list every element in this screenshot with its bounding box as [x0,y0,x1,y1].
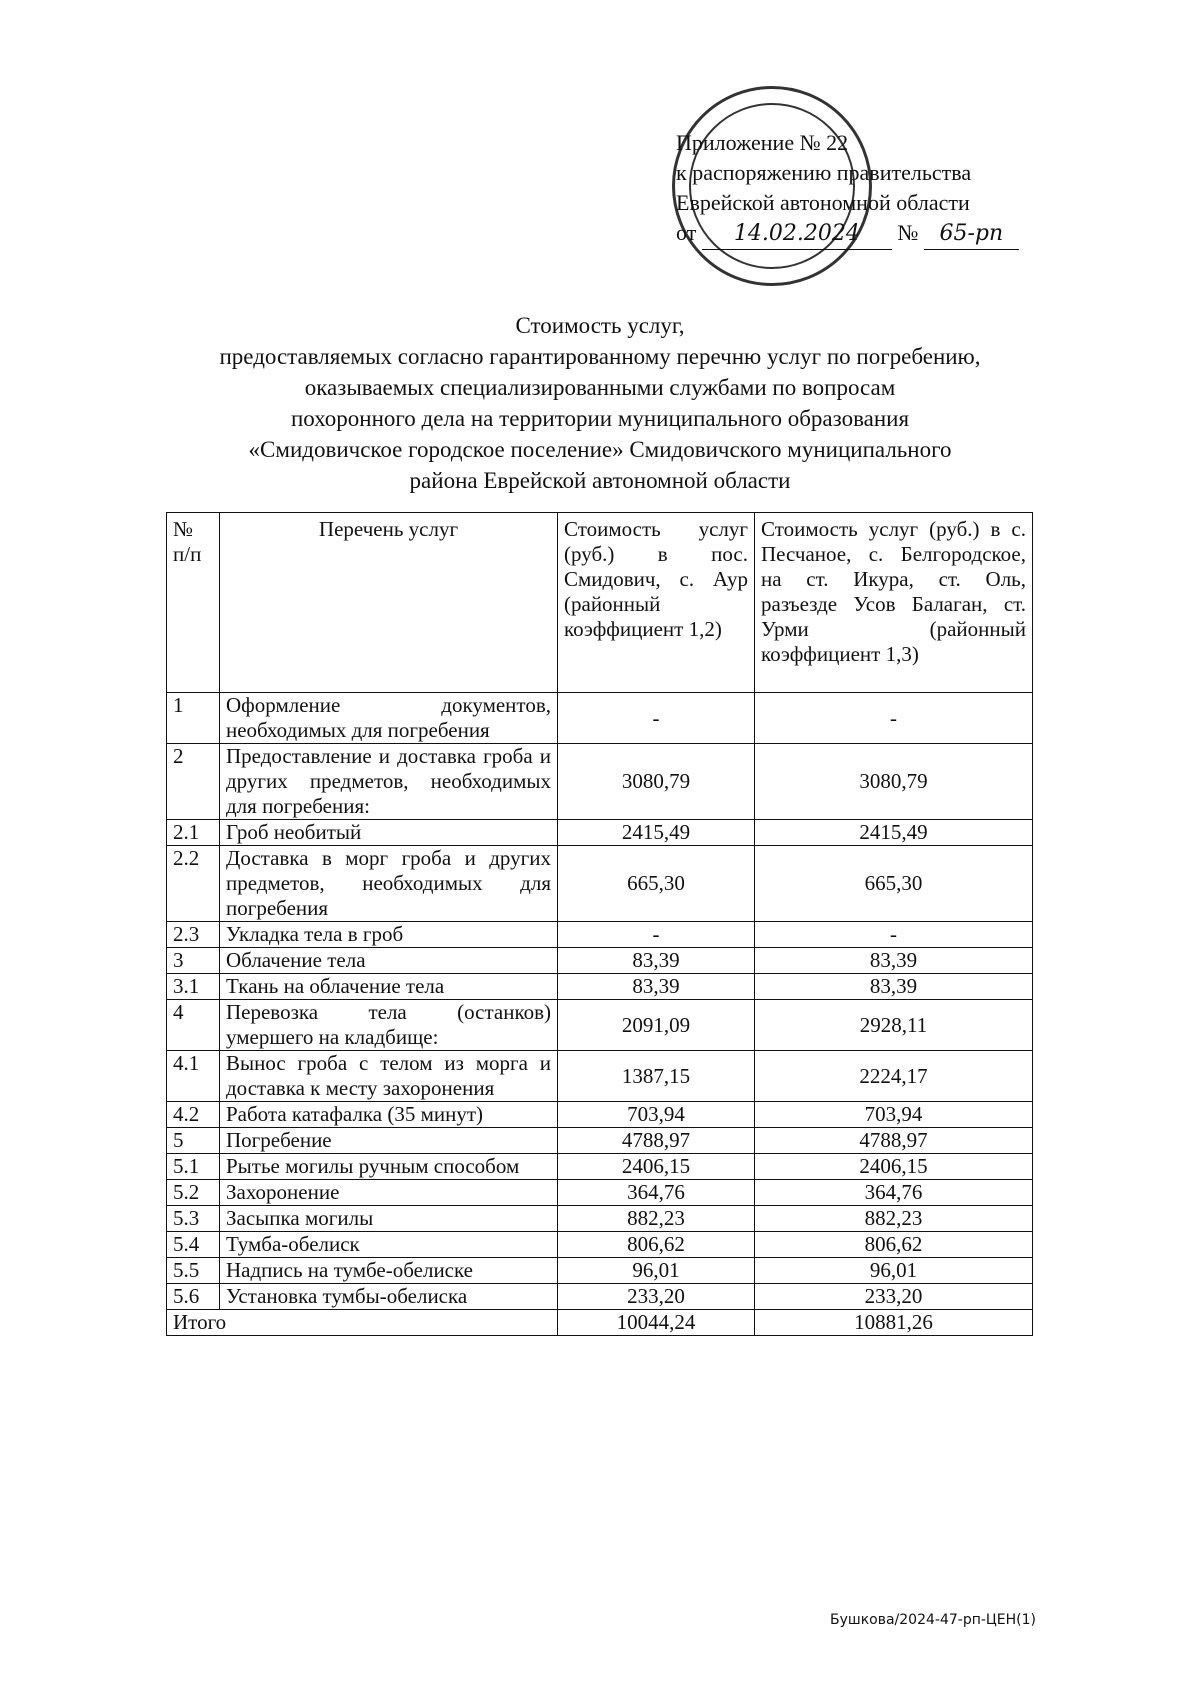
row-num: 4 [167,1000,220,1051]
row-num: 5.6 [167,1284,220,1310]
table-row [167,693,1033,744]
row-num: 4.2 [167,1102,220,1128]
row-cost-b: 2224,17 [755,1051,1033,1102]
row-cost-a: 3080,79 [558,744,755,820]
total-b: 10881,26 [755,1310,1033,1336]
row-cost-b: - [755,922,1033,948]
table-row [167,1284,1033,1310]
row-cost-a: 2415,49 [558,820,755,846]
row-cost-a: 83,39 [558,948,755,974]
row-cost-b: 3080,79 [755,744,1033,820]
document-footer: Бушкова/2024-47-рп-ЦЕН(1) [830,1612,1036,1628]
header-line-3: Еврейской автономной области [676,190,970,215]
table-row [167,948,1033,974]
row-service: Надпись на тумбе-обелиске [220,1258,558,1284]
row-num: 3 [167,948,220,974]
header-col-a: Стоимость услуг (руб.) в пос. Смидович, с. Аур (районный коэффициент 1,2) [558,513,755,693]
row-num: 5.4 [167,1232,220,1258]
row-cost-b: 2928,11 [755,1000,1033,1051]
row-num: 3.1 [167,974,220,1000]
header-col-b: Стоимость услуг (руб.) в с. Песчаное, с. Белгородское, на ст. Икура, ст. Оль, разъезде Усов Балаган, ст. Урми (районный коэффициент 1,3) [755,513,1033,693]
row-cost-a: 4788,97 [558,1128,755,1154]
row-cost-b: 83,39 [755,974,1033,1000]
row-cost-b: 364,76 [755,1180,1033,1206]
row-cost-a: 703,94 [558,1102,755,1128]
row-service: Установка тумбы-обелиска [220,1284,558,1310]
row-num: 5 [167,1128,220,1154]
document-header [676,128,1019,250]
row-service: Перевозка тела (останков) умершего на кладбище: [220,1000,558,1051]
row-cost-b: 2406,15 [755,1154,1033,1180]
row-cost-b: 2415,49 [755,820,1033,846]
row-num: 2.3 [167,922,220,948]
table-row [167,1232,1033,1258]
document-title: Стоимость услуг, предоставляемых согласно гарантированному перечню услуг по погребению, оказываемых специализированными службами по вопросам похоронного дела на территории муниципального образования «Смидовичское городское поселение» Смидовичского муниципального района Еврейской автономной области [219,313,981,493]
header-line-2: к распоряжению правительства [676,160,972,185]
row-service: Предоставление и доставка гроба и других предметов, необходимых для погребения: [220,744,558,820]
row-cost-a: 96,01 [558,1258,755,1284]
row-cost-a: 882,23 [558,1206,755,1232]
row-cost-a: 364,76 [558,1180,755,1206]
row-num: 4.1 [167,1051,220,1102]
row-num: 5.2 [167,1180,220,1206]
appendix-label: Приложение № 22 [676,130,849,155]
table-header-row [167,513,1033,693]
row-service: Погребение [220,1128,558,1154]
price-table [166,512,1033,1336]
row-num: 2 [167,744,220,820]
row-num: 2.2 [167,846,220,922]
row-cost-b: 806,62 [755,1232,1033,1258]
row-service: Засыпка могилы [220,1206,558,1232]
total-a: 10044,24 [558,1310,755,1336]
table-row [167,974,1033,1000]
handwritten-date: 14.02.2024 [702,219,892,250]
row-cost-a: - [558,922,755,948]
row-service: Захоронение [220,1180,558,1206]
row-service: Доставка в морг гроба и других предметов, необходимых для погребения [220,846,558,922]
row-cost-b: 83,39 [755,948,1033,974]
row-cost-b: 882,23 [755,1206,1033,1232]
row-cost-b: 665,30 [755,846,1033,922]
row-service: Укладка тела в гроб [220,922,558,948]
row-num: 5.1 [167,1154,220,1180]
table-row [167,1154,1033,1180]
row-cost-b: 4788,97 [755,1128,1033,1154]
row-cost-a: 806,62 [558,1232,755,1258]
row-cost-a: 665,30 [558,846,755,922]
row-service: Вынос гроба с телом из морга и доставка к месту захоронения [220,1051,558,1102]
table-row [167,1128,1033,1154]
table-row [167,922,1033,948]
row-cost-a: - [558,693,755,744]
row-cost-a: 233,20 [558,1284,755,1310]
row-num: 2.1 [167,820,220,846]
row-cost-a: 1387,15 [558,1051,755,1102]
row-cost-b: - [755,693,1033,744]
header-num: № п/п [167,513,220,693]
table-row [167,846,1033,922]
table-row [167,1258,1033,1284]
table-row [167,1102,1033,1128]
row-num: 5.5 [167,1258,220,1284]
table-row [167,1206,1033,1232]
row-service: Облачение тела [220,948,558,974]
total-row [167,1310,1033,1336]
row-service: Ткань на облачение тела [220,974,558,1000]
table-row [167,820,1033,846]
row-service: Рытье могилы ручным способом [220,1154,558,1180]
table-row [167,1000,1033,1051]
total-label: Итого [167,1310,558,1336]
row-service: Работа катафалка (35 минут) [220,1102,558,1128]
row-service: Оформление документов, необходимых для погребения [220,693,558,744]
row-num: 1 [167,693,220,744]
row-cost-b: 703,94 [755,1102,1033,1128]
table-row [167,1180,1033,1206]
row-cost-a: 2091,09 [558,1000,755,1051]
row-num: 5.3 [167,1206,220,1232]
row-cost-a: 2406,15 [558,1154,755,1180]
header-service: Перечень услуг [220,513,558,693]
row-cost-b: 233,20 [755,1284,1033,1310]
table-row [167,744,1033,820]
row-cost-b: 96,01 [755,1258,1033,1284]
date-line: от 14.02.2024 № 65-рп [676,218,1019,250]
handwritten-number: 65-рп [924,219,1019,250]
row-service: Тумба-обелиск [220,1232,558,1258]
row-service: Гроб необитый [220,820,558,846]
row-cost-a: 83,39 [558,974,755,1000]
table-row [167,1051,1033,1102]
